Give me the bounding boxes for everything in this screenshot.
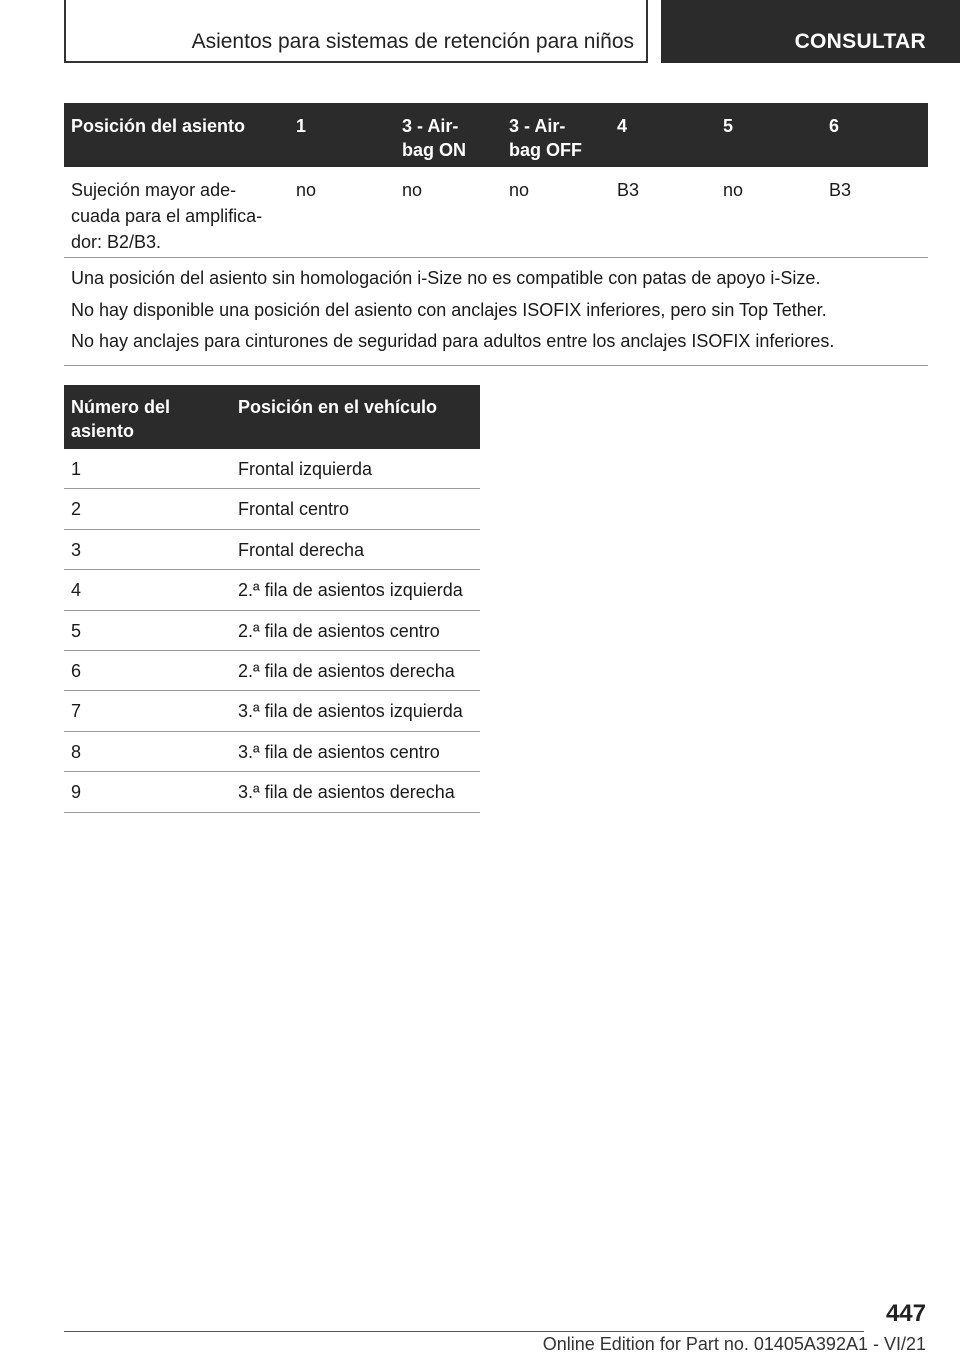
page-number: 447 [885,1300,926,1327]
table-row: 3 Frontal derecha [64,530,480,570]
note: No hay anclajes para cinturones de seguridad para adultos entre los anclajes ISOFIX inferiores. [71,331,835,351]
header-cell: 6 [829,116,840,136]
cell-value: B3 [829,180,852,200]
row-label: Sujeción mayor ade- cuada para el amplifica- dor: B2/B3. [71,180,263,252]
cell-value: no [723,180,744,200]
table-header [64,103,928,167]
table-row: 8 3.ª fila de asientos centro [64,732,480,772]
table-row [64,167,928,258]
seat-position-table [64,103,928,366]
header-cell: 4 [617,116,628,136]
cell-value: B3 [617,180,640,200]
table-header [64,385,480,449]
note: Una posición del asiento sin homologación i-Size no es compatible con patas de apoyo i-Size. [71,268,821,288]
seat-number-table [64,385,480,813]
cell-value: no [296,180,317,200]
table-notes [64,258,928,366]
table-row: 1 Frontal izquierda [64,449,480,489]
table-row: 6 2.ª fila de asientos derecha [64,651,480,691]
cell-value: no [509,180,530,200]
table-row: 2 Frontal centro [64,489,480,529]
table-row: 7 3.ª fila de asientos izquierda [64,691,480,731]
header-cell: Número del asiento [71,397,171,441]
table-row: 9 3.ª fila de asientos derecha [64,772,480,812]
header-cell: Posición del asiento [71,116,246,136]
header-cell: 1 [296,116,307,136]
header-cell: 3 - Air- bag ON [402,116,467,160]
header-cell: Posición en el vehículo [238,397,438,417]
footer-divider [64,1331,864,1332]
tab-label[interactable]: CONSULTAR [794,30,926,53]
header-cell: 3 - Air- bag OFF [509,116,582,160]
cell-value: no [402,180,423,200]
table-row: 4 2.ª fila de asientos izquierda [64,570,480,610]
note: No hay disponible una posición del asiento con anclajes ISOFIX inferiores, pero sin Top Tether. [71,299,827,320]
header-cell: 5 [723,116,734,136]
table-row: 5 2.ª fila de asientos centro [64,611,480,651]
header-section-box [64,0,648,63]
header-tab[interactable] [661,0,960,63]
footer-edition: Online Edition for Part no. 01405A392A1 - VI/21 [542,1334,926,1354]
section-title: Asientos para sistemas de retención para niños [191,30,634,53]
